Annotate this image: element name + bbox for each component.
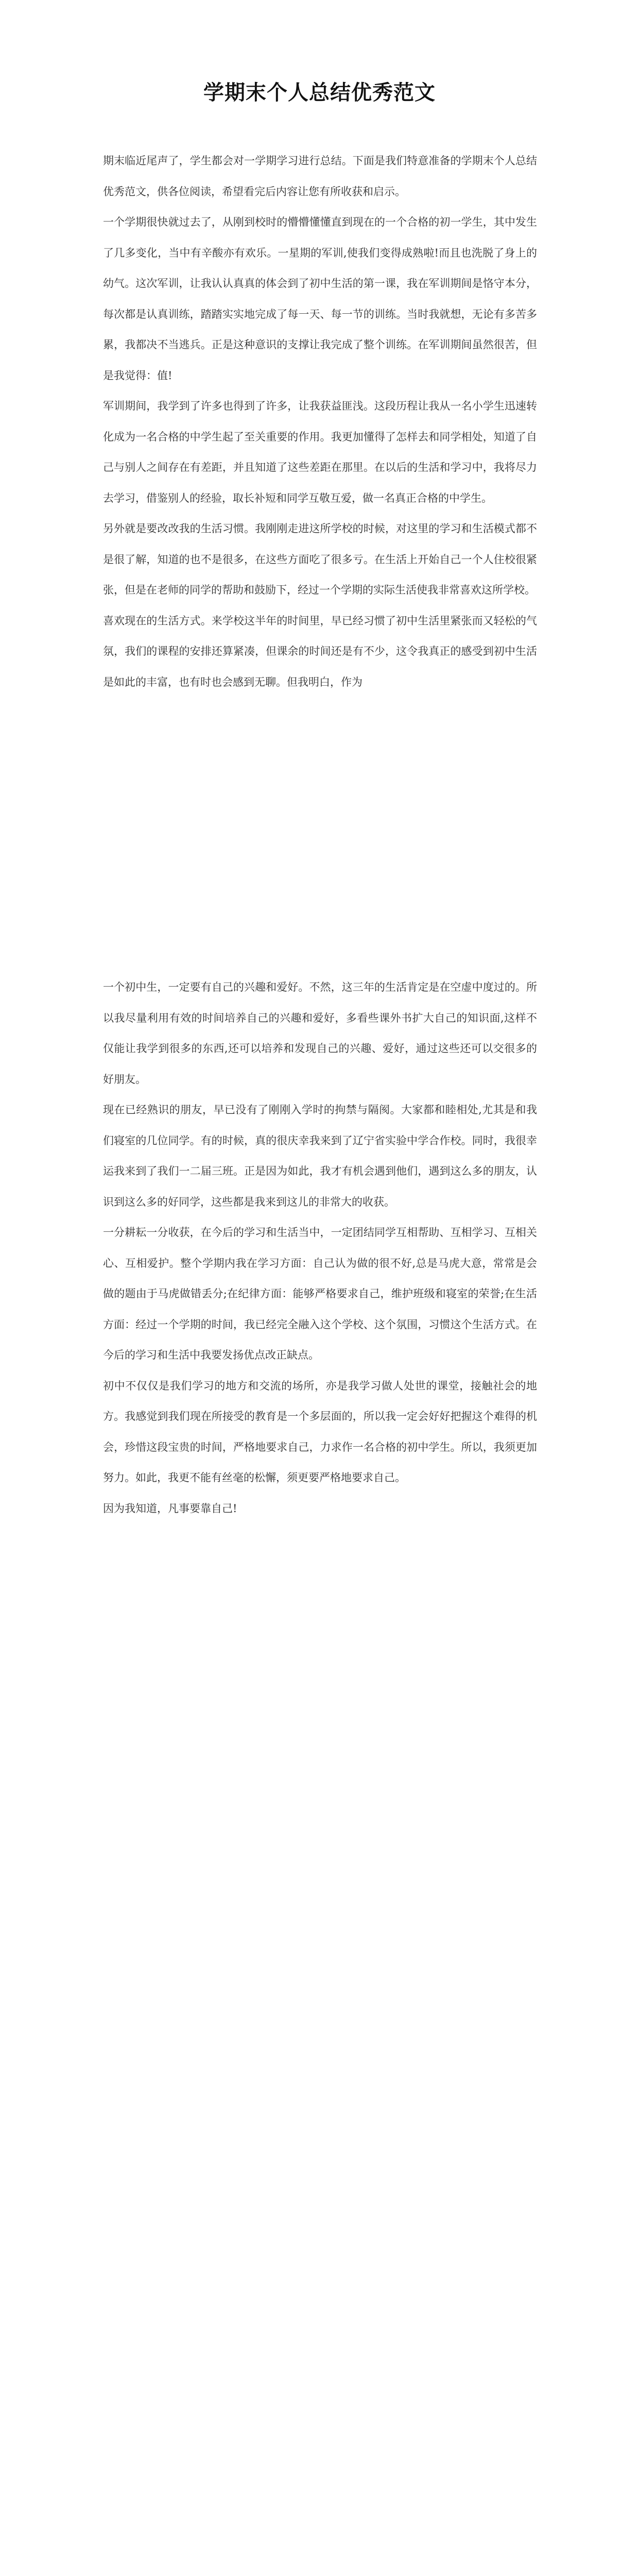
text-block-page1: [103, 146, 537, 698]
paragraph: 一分耕耘一分收获，在今后的学习和生活当中，一定团结同学互相帮助、互相学习、互相关心、互相爱护。整个学期内我在学习方面：自己认为做的很不好,总是马虎大意，常常是会做的题由于马虎做错丢分;在纪律方面：能够严格要求自己，维护班级和寝室的荣誉;在生活方面：经过一个学期的时间，我已经完全融入这个学校、这个氛围，习惯这个生活方式。在今后的学习和生活中我要发扬优点改正缺点。: [103, 1226, 537, 1361]
text-block-page2: [103, 972, 537, 1524]
paragraph: 因为我知道，凡事要靠自己!: [103, 1502, 237, 1515]
paragraph: 另外就是要改改我的生活习惯。我刚刚走进这所学校的时候，对这里的学习和生活模式都不是很了解，知道的也不是很多，在这些方面吃了很多亏。在生活上开始自己一个人住校很紧张，但是在老师的同学的帮助和鼓励下，经过一个学期的实际生活使我非常喜欢这所学校。: [103, 522, 537, 596]
paragraph: 军训期间，我学到了许多也得到了许多，让我获益匪浅。这段历程让我从一名小学生迅速转化成为一名合格的中学生起了至关重要的作用。我更加懂得了怎样去和同学相处，知道了自己与别人之间存在有差距，并且知道了这些差距在那里。在以后的生活和学习中，我将尽力去学习，借鉴别人的经验，取长补短和同学互敬互爱，做一名真正合格的中学生。: [103, 400, 537, 504]
document-title: 学期末个人总结优秀范文: [203, 80, 436, 105]
paragraph: 一个学期很快就过去了，从刚到校时的懵懵懂懂直到现在的一个合格的初一学生，其中发生了几多变化，当中有辛酸亦有欢乐。一星期的军训,使我们变得成熟啦!而且也洗脱了身上的幼气。这次军训，让我认认真真的体会到了初中生活的第一课，我在军训期间是恪守本分，每次都是认真训练，踏踏实实地完成了每一天、每一节的训练。当时我就想，无论有多苦多累，我都决不当逃兵。正是这种意识的支撑让我完成了整个训练。在军训期间虽然很苦，但是我觉得：值!: [103, 216, 537, 382]
paragraph: 一个初中生，一定要有自己的兴趣和爱好。不然，这三年的生活肯定是在空虚中度过的。所以我尽量利用有效的时间培养自己的兴趣和爱好，多看些课外书扩大自己的知识面,这样不仅能让我学到很多的东西,还可以培养和发现自己的兴趣、爱好，通过这些还可以交很多的好朋友。: [103, 981, 537, 1086]
paragraph: 初中不仅仅是我们学习的地方和交流的场所，亦是我学习做人处世的课堂，接触社会的地方。我感觉到我们现在所接受的教育是一个多层面的，所以我一定会好好把握这个难得的机会，珍惜这段宝贵的时间，严格地要求自己，力求作一名合格的初中学生。所以，我须更加努力。如此，我更不能有丝毫的松懈，须更要严格地要求自己。: [103, 1379, 537, 1484]
paragraph: 现在已经熟识的朋友，早已没有了刚刚入学时的拘禁与隔阂。大家都和睦相处,尤其是和我们寝室的几位同学。有的时候，真的很庆幸我来到了辽宁省实验中学合作校。同时，我很幸运我来到了我们一二届三班。正是因为如此，我才有机会遇到他们，遇到这么多的朋友，认识到这么多的好同学，这些都是我来到这儿的非常大的收获。: [103, 1104, 537, 1208]
paragraph: 期末临近尾声了，学生都会对一学期学习进行总结。下面是我们特意准备的学期末个人总结优秀范文，供各位阅读，希望看完后内容让您有所收获和启示。: [103, 155, 537, 198]
paragraph: 喜欢现在的生活方式。来学校这半年的时间里，早已经习惯了初中生活里紧张而又轻松的气氛，我们的课程的安排还算紧凑，但课余的时间还是有不少，这令我真正的感受到初中生活是如此的丰富，也有时也会感到无聊。但我明白，作为: [103, 614, 537, 688]
